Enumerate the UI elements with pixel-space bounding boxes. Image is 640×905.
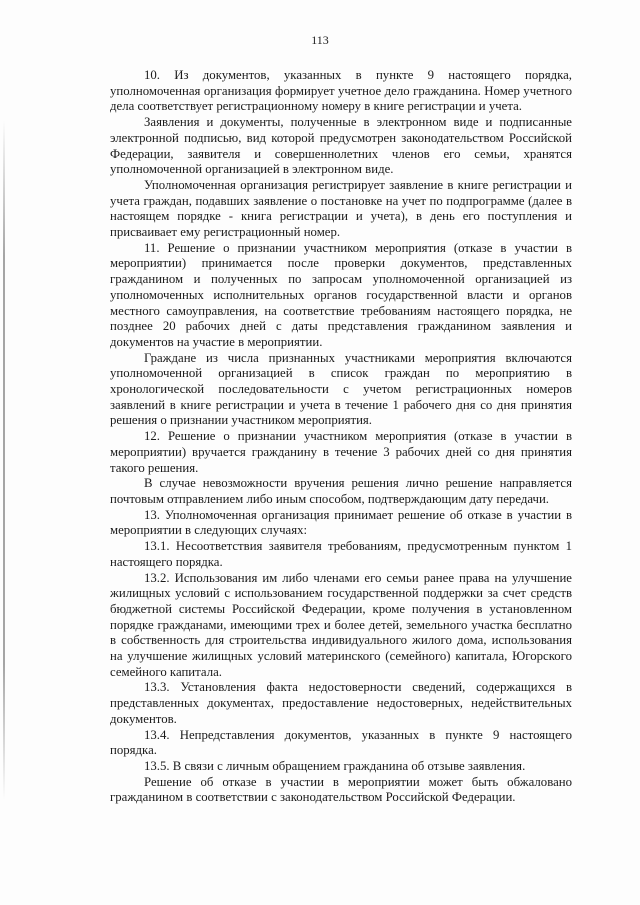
paragraph-electronic-documents: Заявления и документы, полученные в электронном виде и подписанные электронной подписью, вид которой предусмотрен законодательством Российской Федерации, заявителя и совершеннолетних членов его семьи, хранятся уполномоченной организацией в электронном виде. bbox=[110, 115, 572, 177]
paragraph-13-2: 13.2. Использования им либо членами его семьи ранее права на улучшение жилищных условий с использованием государственной поддержки за счет средств бюджетной системы Российской Федерации, кроме получения в установленном порядке гражданами, имеющими трех и более детей, земельного участка бесплатно в собственность для строительства индивидуального жилого дома, использования на улучшение жилищных условий материнского (семейного) капитала, Югорского семейного капитала. bbox=[110, 570, 572, 679]
scan-edge-shadow bbox=[3, 120, 5, 800]
paragraph-12: 12. Решение о признании участником мероприятия (отказе в участии в мероприятии) вручается гражданину в течение 3 рабочих дней со дня принятия такого решения. bbox=[110, 429, 572, 475]
paragraph-13-3: 13.3. Установления факта недостоверности сведений, содержащихся в представленных документах, предоставление недостоверных, недействительных документов. bbox=[110, 680, 572, 726]
document-body bbox=[110, 68, 572, 806]
paragraph-10: 10. Из документов, указанных в пункте 9 настоящего порядка, уполномоченная организация формирует учетное дело гражданина. Номер учетного дела соответствует регистрационному номеру в книге регистрации и учета. bbox=[110, 68, 572, 114]
paragraph-11: 11. Решение о признании участником мероприятия (отказе в участии в мероприятии) принимается после проверки документов, представленных гражданином и полученных по запросам уполномоченной организацией из уполномоченных исполнительных органов государственной власти и органов местного самоуправления, на соответствие требованиям настоящего порядка, не позднее 20 рабочих дней с даты представления гражданином заявления и документов на участие в мероприятии. bbox=[110, 240, 572, 349]
page-number: 113 bbox=[311, 33, 329, 47]
paragraph-appeal: Решение об отказе в участии в мероприятии может быть обжаловано гражданином в соответствии с законодательством Российской Федерации. bbox=[110, 774, 572, 805]
paragraph-delivery: В случае невозможности вручения решения лично решение направляется почтовым отправлением либо иным способом, подтверждающим дату передачи. bbox=[110, 476, 572, 506]
paragraph-registration: Уполномоченная организация регистрирует заявление в книге регистрации и учета граждан, подавших заявление о постановке на учет по подпрограмме (далее в настоящем порядке - книга регистрации и учета), в день его поступления и присваивает ему регистрационный номер. bbox=[110, 177, 572, 240]
paragraph-13-4: 13.4. Непредставления документов, указанных в пункте 9 настоящего порядка. bbox=[110, 727, 572, 758]
paragraph-inclusion-list: Граждане из числа признанных участниками мероприятия включаются уполномоченной организацией в список граждан по мероприятию в хронологической последовательности с учетом регистрационных номеров заявлений в книге регистрации и учета в течение 1 рабочего дня со дня принятия решения о признании участником мероприятия. bbox=[110, 350, 572, 428]
paragraph-13-1: 13.1. Несоответствия заявителя требованиям, предусмотренным пунктом 1 настоящего порядка. bbox=[110, 539, 572, 569]
paragraph-13: 13. Уполномоченная организация принимает решение об отказе в участии в мероприятии в следующих случаях: bbox=[110, 507, 572, 538]
paragraph-13-5: 13.5. В связи с личным обращением гражданина об отзыве заявления. bbox=[144, 758, 526, 773]
